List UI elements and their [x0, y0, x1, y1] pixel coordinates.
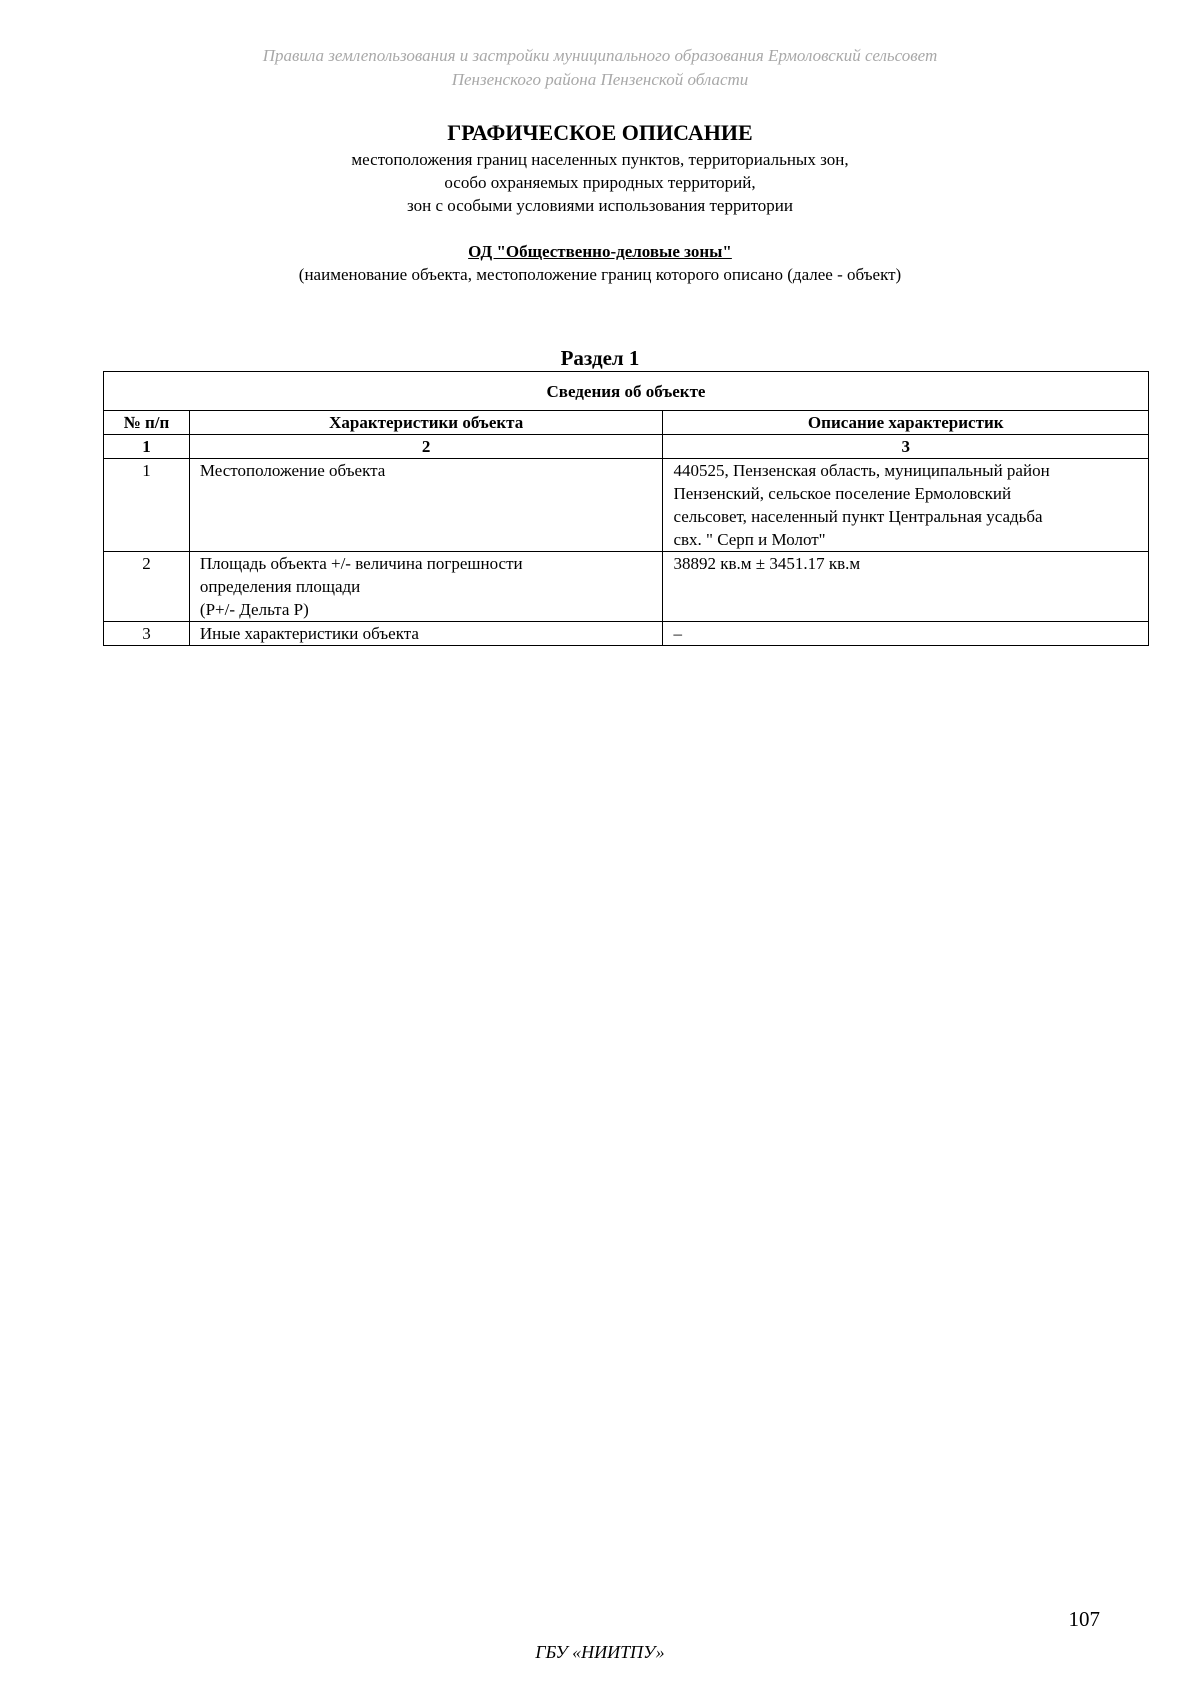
- column-number-1: 1: [104, 435, 190, 459]
- running-header: [0, 44, 1200, 92]
- row-characteristic: [189, 459, 663, 552]
- row-description-line: свх. " Серп и Молот": [673, 530, 826, 549]
- row-characteristic-line: Местоположение объекта: [199, 461, 386, 480]
- subtitle-line-3: зон с особыми условиями использования территории: [407, 196, 793, 215]
- section-title: Раздел 1: [560, 346, 640, 370]
- row-description-line: Пензенский, сельское поселение Ермоловский: [673, 484, 1012, 503]
- row-characteristic-line: (P+/- Дельта P): [199, 600, 309, 619]
- column-header-description: Описание характеристик: [663, 411, 1149, 435]
- table-header-row: [104, 411, 1149, 435]
- row-characteristic-line: Площадь объекта +/- величина погрешности: [199, 554, 523, 573]
- row-description-line: 440525, Пензенская область, муниципальный район: [673, 461, 1050, 480]
- row-description: [663, 622, 1149, 646]
- table-row: [104, 552, 1149, 622]
- row-number: 3: [104, 622, 190, 646]
- row-characteristic-line: определения площади: [199, 577, 361, 596]
- row-description: [663, 459, 1149, 552]
- table-caption: Сведения об объекте: [104, 372, 1149, 411]
- page-number: 107: [1068, 1607, 1100, 1631]
- table-row: [104, 459, 1149, 552]
- running-header-line-2: Пензенского района Пензенской области: [451, 70, 749, 89]
- row-characteristic: [189, 622, 663, 646]
- table-row: [104, 622, 1149, 646]
- table-caption-row: [104, 372, 1149, 411]
- column-number-row: [104, 435, 1149, 459]
- object-info-table: [103, 371, 1149, 646]
- row-number: 2: [104, 552, 190, 622]
- column-header-number: № п/п: [104, 411, 190, 435]
- subtitle-line-1: местоположения границ населенных пунктов, территориальных зон,: [351, 150, 849, 169]
- row-characteristic: [189, 552, 663, 622]
- row-description-line: –: [673, 624, 682, 643]
- document-subtitle: [0, 148, 1200, 217]
- row-description-line: 38892 кв.м ± 3451.17 кв.м: [673, 554, 861, 573]
- row-characteristic-line: Иные характеристики объекта: [199, 624, 419, 643]
- column-number-2: 2: [189, 435, 663, 459]
- row-description: [663, 552, 1149, 622]
- object-name: ОД "Общественно-деловые зоны": [468, 242, 732, 261]
- column-number-3: 3: [663, 435, 1149, 459]
- column-header-characteristic: Характеристики объекта: [189, 411, 663, 435]
- running-header-line-1: Правила землепользования и застройки муниципального образования Ермоловский сельсовет: [262, 46, 938, 65]
- subtitle-line-2: особо охраняемых природных территорий,: [444, 173, 756, 192]
- row-number: 1: [104, 459, 190, 552]
- object-name-caption: (наименование объекта, местоположение границ которого описано (далее - объект): [298, 265, 902, 284]
- document-title: ГРАФИЧЕСКОЕ ОПИСАНИЕ: [447, 120, 753, 145]
- running-footer: ГБУ «НИИТПУ»: [535, 1642, 665, 1662]
- row-description-line: сельсовет, населенный пункт Центральная усадьба: [673, 507, 1043, 526]
